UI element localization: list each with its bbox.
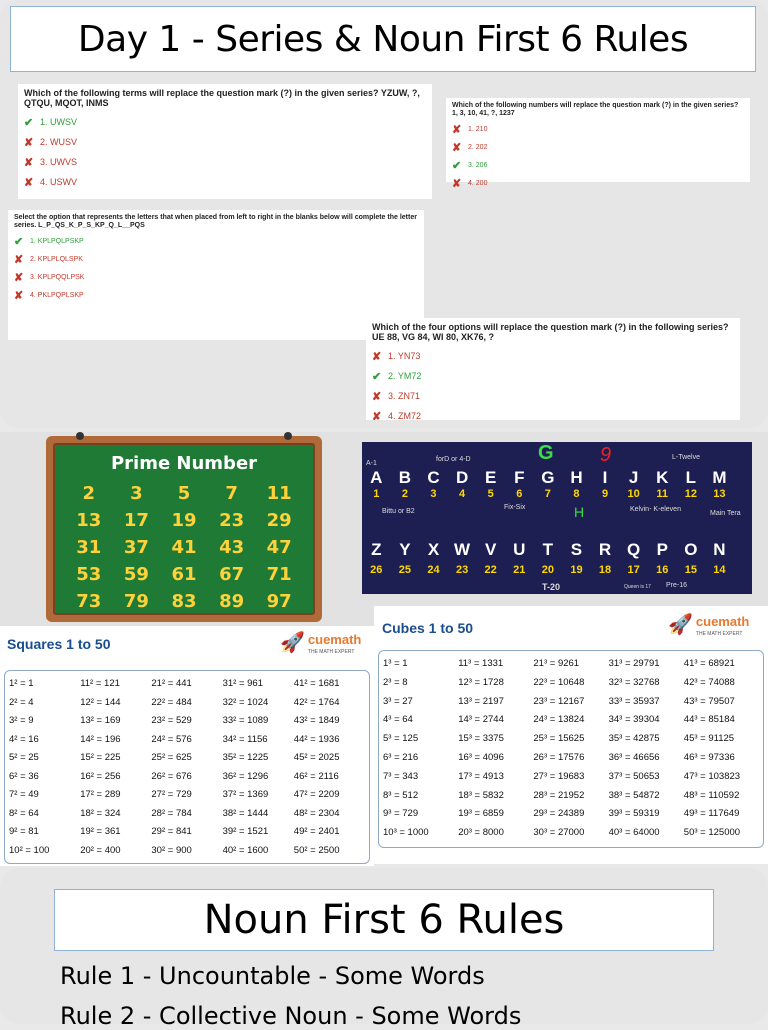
cubes-cell: 5³ = 125	[383, 733, 419, 745]
option-label: 1. KPLPQLPSKP	[30, 238, 84, 246]
option-4	[372, 410, 734, 423]
squares-cell: 3² = 9	[9, 715, 34, 726]
reverse-letters-cell: V	[485, 540, 497, 559]
squares-cell: 26² = 676	[151, 770, 192, 782]
forward-letters-cell: K	[656, 468, 669, 487]
rocket-icon: 🚀	[668, 614, 693, 636]
forward-numbers-cell: 9	[601, 488, 609, 500]
option-2	[452, 141, 744, 154]
cubes-cell: 3³ = 27	[383, 695, 413, 707]
squares-table	[0, 626, 374, 866]
reverse-numbers-cell: 24	[427, 564, 440, 576]
prime-value: 41	[171, 537, 197, 558]
forward-numbers-cell: 1	[373, 488, 380, 500]
squares-cell: 37² = 1369	[222, 789, 269, 800]
reverse-letters-cell: T	[542, 540, 554, 559]
cubes-cell: 39³ = 59319	[608, 808, 660, 820]
forward-letters-cell: D	[455, 468, 469, 487]
squares-cell: 41² = 1681	[293, 678, 340, 689]
option-3	[372, 390, 734, 403]
forward-numbers-cell: 7	[544, 488, 551, 500]
squares-cell: 2² = 4	[9, 696, 34, 708]
cubes-cell: 25³ = 15625	[533, 733, 585, 745]
cubes-cell: 18³ = 5832	[458, 789, 504, 801]
squares-cell: 50² = 2500	[293, 844, 340, 856]
prime-value: 43	[219, 537, 245, 558]
option-1	[452, 123, 744, 136]
reverse-letters-cell: S	[570, 540, 583, 559]
cubes-cell: 50³ = 125000	[683, 827, 741, 839]
note-nine: 9	[600, 444, 612, 466]
rocket-icon: 🚀	[280, 632, 305, 654]
option-4	[14, 289, 418, 302]
squares-cell: 8² = 64	[9, 807, 39, 819]
cubes-cell: 1³ = 1	[383, 658, 408, 669]
cubes-cell: 21³ = 9261	[533, 658, 580, 669]
cubes-cell: 24³ = 13824	[533, 714, 585, 726]
note-bittu: Bittu or B2	[382, 508, 415, 515]
forward-letters-cell: C	[427, 468, 440, 487]
note-ltwelve: L-Twelve	[672, 454, 701, 461]
option-label: 4. USWV	[40, 177, 78, 188]
cross-icon: ✘	[24, 156, 34, 169]
cubes-cell: 22³ = 10648	[533, 676, 585, 688]
squares-cell: 44² = 1936	[293, 733, 340, 745]
alphabet-chart	[362, 442, 752, 594]
squares-cell: 47² = 2209	[293, 789, 340, 800]
cubes-cell: 37³ = 50653	[608, 770, 660, 782]
forward-numbers-cell: 12	[684, 488, 697, 500]
cubes-cell: 10³ = 1000	[383, 827, 429, 839]
cubes-cell: 42³ = 74088	[683, 676, 735, 688]
option-label: 2. 202	[468, 144, 488, 152]
forward-letters-cell: J	[628, 468, 639, 487]
note-t20: T-20	[542, 582, 561, 592]
option-3	[24, 156, 426, 169]
cubes-cell: 2³ = 8	[383, 676, 408, 688]
cubes-title: Cubes 1 to 50	[382, 620, 474, 636]
cubes-cell: 31³ = 29791	[608, 658, 660, 669]
cubes-cell: 45³ = 91125	[683, 733, 735, 745]
forward-numbers-cell: 10	[627, 488, 640, 500]
pin-icon	[76, 432, 84, 440]
note-pre16: Pre-16	[666, 582, 688, 589]
forward-numbers-cell: 13	[713, 488, 726, 500]
prime-value: 29	[266, 510, 292, 531]
check-icon: ✔	[452, 160, 462, 173]
squares-cell: 28² = 784	[151, 807, 192, 819]
prime-value: 89	[219, 591, 245, 612]
cross-icon: ✘	[14, 272, 24, 285]
question-card-4	[366, 318, 740, 423]
squares-cell: 7² = 49	[9, 789, 39, 800]
reverse-numbers-cell: 14	[713, 564, 726, 576]
logo-name: cuemath	[307, 631, 362, 647]
cubes-cell: 47³ = 103823	[683, 770, 741, 782]
prime-value: 61	[171, 564, 197, 585]
cubes-cell: 11³ = 1331	[458, 658, 504, 669]
option-4	[24, 176, 426, 189]
option-label: 3. KPLPQQLPSK	[30, 274, 85, 282]
prime-value: 5	[177, 483, 191, 504]
cross-icon: ✘	[14, 254, 24, 267]
cubes-cell: 34³ = 39304	[608, 714, 660, 726]
cubes-cell: 43³ = 79507	[683, 695, 735, 707]
squares-cell: 49² = 2401	[293, 826, 340, 837]
note-a1: A-1	[366, 460, 377, 467]
prime-value: 67	[219, 564, 245, 585]
cubes-cell: 32³ = 32768	[608, 676, 660, 688]
title-box	[10, 6, 756, 72]
squares-cell: 36² = 1296	[222, 770, 269, 782]
question-text: Select the option that represents the letters that when placed from left to right in the blanks below will complete the letter series. L_P_QS_K_P_S_KP_Q_L__PQS	[14, 214, 417, 230]
reverse-letters-cell: X	[427, 540, 440, 559]
option-2	[24, 136, 426, 149]
reverse-letters-cell: R	[598, 540, 612, 559]
question-card-2	[446, 98, 750, 191]
prime-value: 59	[123, 564, 149, 585]
squares-cell: 17² = 289	[80, 789, 121, 800]
cubes-cell: 40³ = 64000	[608, 827, 660, 839]
squares-cell: 13² = 169	[80, 715, 121, 726]
option-label: 4. ZM72	[388, 411, 422, 422]
prime-value: 97	[266, 591, 292, 612]
cubes-cell: 23³ = 12167	[533, 695, 585, 707]
forward-letters-cell: H	[570, 468, 583, 487]
pin-icon	[284, 432, 292, 440]
prime-value: 3	[130, 483, 143, 504]
reverse-letters	[362, 540, 752, 560]
forward-numbers-cell: 3	[430, 488, 437, 500]
cubes-grid	[378, 650, 764, 848]
option-4	[452, 177, 744, 190]
reverse-numbers-cell: 21	[513, 564, 526, 576]
reverse-numbers-cell: 16	[656, 564, 669, 576]
cubes-cell: 38³ = 54872	[608, 789, 660, 801]
forward-letters-cell: I	[602, 468, 608, 487]
squares-cell: 31² = 961	[222, 678, 264, 689]
prime-value: 53	[76, 564, 102, 585]
squares-cell: 40² = 1600	[222, 844, 269, 856]
squares-cell: 35² = 1225	[222, 752, 269, 763]
cubes-cell: 15³ = 3375	[458, 733, 504, 745]
option-label: 4. 200	[468, 180, 488, 188]
cubes-cell: 29³ = 24389	[533, 808, 585, 820]
option-1	[372, 350, 734, 363]
cuemath-logo	[668, 612, 749, 637]
page-title: Day 1 - Series & Noun First 6 Rules	[77, 18, 689, 60]
prime-value: 79	[123, 591, 149, 612]
squares-cell: 23² = 529	[151, 715, 192, 726]
forward-numbers-cell: 11	[656, 488, 669, 500]
option-label: 4. PKLPQPLSKP	[30, 292, 84, 300]
option-label: 2. WUSV	[40, 137, 78, 148]
squares-cell: 29² = 841	[151, 826, 192, 837]
reverse-letters-cell: O	[684, 540, 698, 559]
squares-cell: 24² = 576	[151, 733, 192, 745]
prime-value: 13	[76, 510, 102, 531]
prime-value: 2	[82, 483, 96, 504]
reverse-letters-cell: W	[454, 540, 471, 559]
logo-tagline: THE MATH EXPERT	[695, 630, 743, 637]
note-queen: Queen is 17	[624, 584, 651, 590]
cross-icon: ✘	[372, 410, 382, 423]
check-icon: ✔	[24, 116, 34, 129]
cubes-cell: 13³ = 2197	[458, 695, 504, 707]
note-mainter: Main Tera	[710, 510, 741, 517]
squares-cell: 45² = 2025	[293, 752, 340, 763]
cross-icon: ✘	[372, 390, 382, 403]
cubes-cell: 41³ = 68921	[683, 658, 735, 669]
reverse-numbers-cell: 17	[627, 564, 640, 576]
cross-icon: ✘	[372, 350, 382, 363]
cubes-cell: 6³ = 216	[383, 751, 419, 763]
squares-cell: 30² = 900	[151, 844, 192, 856]
squares-cell: 10² = 100	[9, 844, 50, 856]
squares-cell: 25² = 625	[151, 752, 192, 763]
question-card-3	[8, 210, 424, 340]
squares-cell: 48² = 2304	[293, 807, 340, 819]
question-text: Which of the following terms will replace the question mark (?) in the given series? YZUW, ?, QTQU, MQOT, INMS	[24, 88, 420, 109]
prime-value: 37	[123, 537, 149, 558]
prime-title: Prime Number	[110, 453, 258, 474]
reverse-letters-cell: Z	[371, 540, 382, 559]
forward-letters-cell: E	[485, 468, 497, 487]
forward-numbers-cell: 5	[487, 488, 494, 500]
forward-numbers-cell: 6	[516, 488, 523, 500]
squares-cell: 12² = 144	[80, 696, 121, 708]
cubes-cell: 26³ = 17576	[533, 751, 585, 763]
rule-2: Rule 2 - Collective Noun - Some Words	[60, 1002, 522, 1030]
forward-letters	[362, 468, 752, 488]
forward-letters-cell: A	[370, 468, 383, 487]
cubes-cell: 17³ = 4913	[458, 770, 504, 782]
cubes-table	[374, 606, 768, 864]
reverse-numbers-cell: 26	[370, 564, 383, 576]
logo-tagline: THE MATH EXPERT	[307, 648, 355, 655]
rule-1: Rule 1 - Uncountable - Some Words	[60, 962, 485, 990]
squares-cell: 18² = 324	[80, 807, 121, 819]
option-2	[372, 370, 734, 383]
cubes-cell: 46³ = 97336	[683, 751, 735, 763]
cross-icon: ✘	[452, 142, 462, 155]
cubes-cell: 28³ = 21952	[533, 789, 585, 801]
cubes-cell: 36³ = 46656	[608, 751, 660, 763]
squares-cell: 34² = 1156	[222, 733, 268, 745]
reverse-letters-cell: U	[513, 540, 526, 559]
cross-icon: ✘	[14, 290, 24, 303]
prime-value: 19	[171, 510, 197, 531]
note-fixsix: Fix-Six	[504, 504, 526, 511]
cubes-cell: 8³ = 512	[383, 789, 419, 801]
cubes-cell: 19³ = 6859	[458, 808, 504, 820]
squares-cell: 1² = 1	[9, 678, 34, 689]
squares-cell: 14² = 196	[80, 733, 121, 745]
question-text: Which of the following numbers will replace the question mark (?) in the given series? 1, 3, 10, 41, ?, 1237	[452, 102, 739, 118]
reverse-numbers-cell: 22	[484, 564, 497, 576]
cubes-cell: 48³ = 110592	[683, 789, 740, 801]
squares-cell: 4² = 16	[9, 733, 39, 745]
note-g: G	[538, 442, 554, 464]
reverse-numbers-cell: 20	[541, 564, 554, 576]
cubes-cell: 33³ = 35937	[608, 695, 660, 707]
note-h: H	[574, 504, 585, 520]
cubes-cell: 30³ = 27000	[533, 827, 585, 839]
squares-cell: 15² = 225	[80, 752, 121, 763]
question-text: Which of the four options will replace the question mark (?) in the following series? UE 88, VG 84, WI 80, XK76, ?	[372, 322, 729, 343]
squares-cell: 11² = 121	[80, 678, 120, 689]
option-label: 3. ZN71	[388, 391, 421, 402]
forward-numbers-cell: 8	[573, 488, 580, 500]
question-card-1	[18, 84, 432, 199]
squares-cell: 9² = 81	[9, 826, 39, 837]
reverse-letters-cell: P	[656, 540, 668, 559]
forward-numbers-cell: 4	[459, 488, 466, 500]
squares-cell: 19² = 361	[80, 826, 121, 837]
prime-value: 73	[76, 591, 102, 612]
cubes-cell: 4³ = 64	[383, 714, 413, 726]
squares-cell: 32² = 1024	[222, 696, 269, 708]
option-1	[24, 116, 426, 129]
reverse-numbers-cell: 19	[570, 564, 583, 576]
reverse-numbers	[362, 564, 752, 576]
forward-letters-cell: F	[514, 468, 525, 487]
forward-letters-cell: M	[712, 468, 727, 487]
noun-title: Noun First 6 Rules	[203, 897, 565, 943]
cubes-cell: 35³ = 42875	[608, 733, 660, 745]
squares-title: Squares 1 to 50	[7, 636, 111, 652]
reverse-letters-cell: Y	[399, 540, 411, 559]
squares-grid	[4, 670, 370, 864]
squares-cell: 20² = 400	[80, 844, 121, 856]
cubes-cell: 14³ = 2744	[458, 714, 504, 726]
squares-cell: 22² = 484	[151, 696, 192, 708]
reverse-letters-cell: Q	[627, 540, 641, 559]
prime-value: 31	[76, 537, 102, 558]
squares-cell: 39² = 1521	[222, 826, 269, 837]
forward-numbers	[362, 488, 752, 500]
forward-letters-cell: G	[541, 468, 555, 487]
prime-value: 47	[266, 537, 292, 558]
cross-icon: ✘	[452, 178, 462, 191]
cubes-cell: 9³ = 729	[383, 808, 419, 820]
reverse-numbers-cell: 23	[455, 564, 469, 576]
squares-cell: 43² = 1849	[293, 715, 340, 726]
reverse-numbers-cell: 15	[684, 564, 697, 576]
option-label: 3. UWVS	[40, 157, 78, 168]
forward-letters-cell: B	[398, 468, 412, 487]
squares-cell: 6² = 36	[9, 770, 39, 782]
option-label: 1. 210	[468, 126, 488, 134]
cubes-cell: 49³ = 117649	[683, 808, 740, 820]
reverse-numbers-cell: 25	[398, 564, 412, 576]
check-icon: ✔	[14, 236, 24, 249]
forward-letters-cell: L	[685, 468, 697, 487]
prime-value: 17	[123, 510, 149, 531]
squares-cell: 21² = 441	[151, 678, 192, 689]
cross-icon: ✘	[452, 124, 462, 137]
option-label: 1. UWSV	[40, 117, 78, 128]
logo-name: cuemath	[695, 613, 750, 629]
cubes-cell: 7³ = 343	[383, 770, 419, 782]
prime-value: 23	[219, 510, 245, 531]
prime-value: 71	[266, 564, 292, 585]
squares-cell: 16² = 256	[80, 770, 121, 782]
prime-value: 11	[266, 483, 292, 504]
squares-cell: 46² = 2116	[293, 770, 339, 782]
prime-grid	[65, 483, 303, 612]
note-kelvin: Kelvin- K-eleven	[630, 506, 681, 513]
prime-number-board	[46, 436, 322, 622]
prime-value: 7	[225, 483, 238, 504]
option-label: 2. YM72	[388, 371, 422, 382]
squares-cell: 33² = 1089	[222, 715, 269, 726]
cross-icon: ✘	[24, 136, 34, 149]
squares-cell: 42² = 1764	[293, 696, 340, 708]
option-1	[14, 235, 418, 248]
cross-icon: ✘	[24, 176, 34, 189]
cubes-cell: 12³ = 1728	[458, 676, 504, 688]
option-label: 2. KPLPLQLSPK	[30, 256, 83, 264]
option-2	[14, 253, 418, 266]
prime-value: 83	[171, 591, 197, 612]
squares-cell: 38² = 1444	[222, 807, 269, 819]
squares-cell: 5² = 25	[9, 752, 39, 763]
reverse-numbers-cell: 18	[598, 564, 612, 576]
cubes-cell: 27³ = 19683	[533, 770, 585, 782]
note-ford: forD or 4-D	[436, 456, 471, 463]
cubes-cell: 20³ = 8000	[458, 827, 504, 839]
cubes-cell: 16³ = 4096	[458, 751, 504, 763]
forward-numbers-cell: 2	[401, 488, 408, 500]
option-3	[14, 271, 418, 284]
check-icon: ✔	[372, 370, 382, 383]
option-label: 3. 206	[468, 162, 488, 170]
cubes-cell: 44³ = 85184	[683, 714, 735, 726]
option-3	[452, 159, 744, 172]
cuemath-logo	[280, 630, 361, 655]
reverse-letters-cell: N	[713, 540, 726, 559]
noun-title-box	[54, 889, 714, 951]
option-label: 1. YN73	[388, 351, 421, 362]
squares-cell: 27² = 729	[151, 789, 192, 800]
